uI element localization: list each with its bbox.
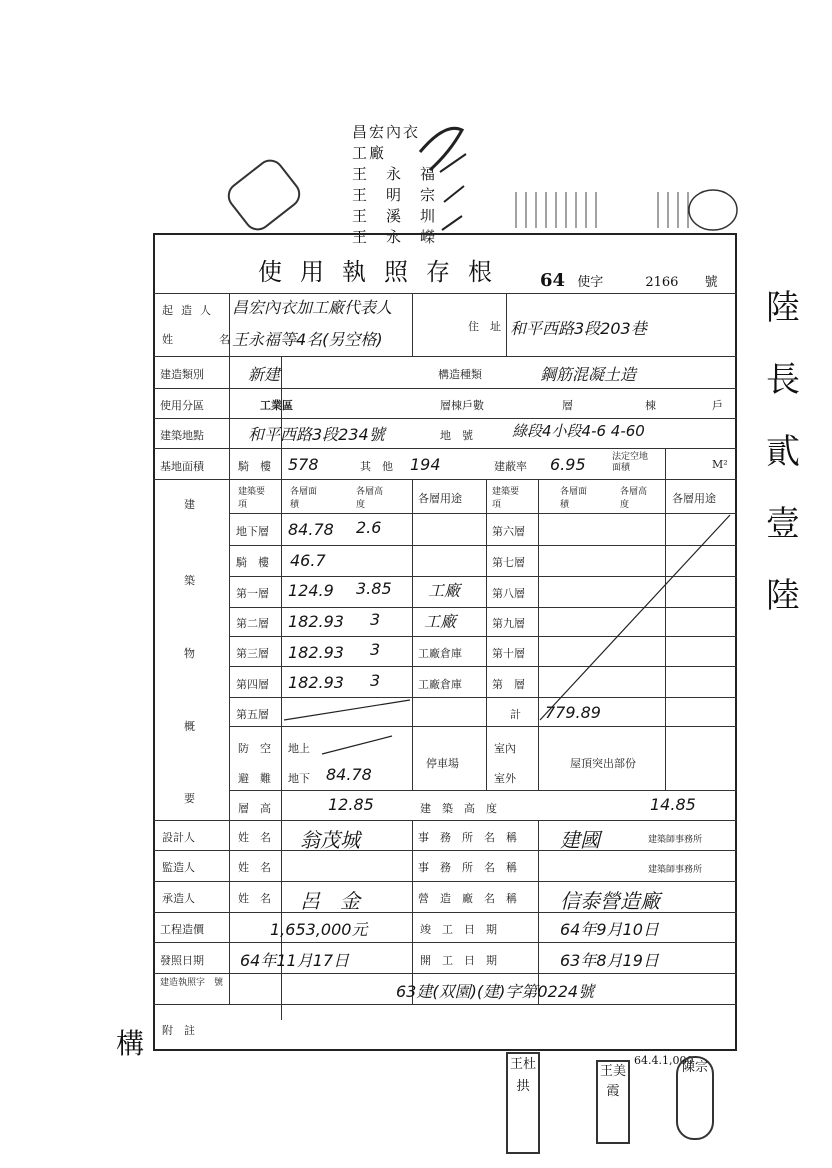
owner-name-3: 王 溪 圳	[352, 207, 438, 225]
label-indoor: 室內	[494, 742, 516, 755]
label-shelter: 避 難	[238, 772, 271, 785]
label-below: 地下	[288, 772, 310, 785]
label-roof: 屋頂突出部份	[570, 757, 636, 770]
value-contractor-firm: 信泰營造廠	[560, 889, 660, 913]
label-zone: 使用分區	[160, 399, 204, 412]
floor-3-use: 工廠倉庫	[418, 647, 462, 660]
seal-1: 王杜拱	[506, 1052, 540, 1154]
floor-8: 第八層	[492, 587, 525, 600]
col-height-left: 各層高度	[356, 487, 384, 510]
floor-1-use: 工廠	[428, 581, 461, 600]
floor-basement: 地下層	[236, 525, 269, 538]
basement-height: 2.6	[356, 518, 382, 537]
value-contractor: 呂 金	[300, 889, 360, 913]
col-area-left: 各層面積	[290, 487, 318, 510]
value-other: 194	[410, 455, 441, 474]
label-issue-date: 發照日期	[160, 954, 204, 967]
floor-arcade: 騎 樓	[236, 556, 269, 569]
label-start-date: 開 工 日 期	[420, 954, 497, 967]
value-applicant-name: 王永福等4名(另空格)	[232, 330, 383, 349]
signature-strokes	[400, 112, 480, 252]
floor-10: 第十層	[492, 647, 525, 660]
void-slash	[490, 510, 740, 730]
label-arcade: 騎 樓	[238, 460, 271, 473]
label-supervisor-office: 事 務 所 名 稱	[418, 861, 517, 874]
value-story-height: 12.85	[328, 795, 374, 814]
value-completion: 64年9月10日	[560, 920, 659, 939]
floor-4: 第四層	[236, 678, 269, 691]
label-other: 其 他	[360, 460, 393, 473]
label-designer-name: 姓 名	[238, 831, 271, 844]
total-value: 779.89	[545, 703, 601, 722]
floor-4-height: 3	[370, 671, 381, 690]
label-building-category: 建造類別	[160, 368, 204, 381]
floor-2: 第二層	[236, 617, 269, 630]
value-designer: 翁茂城	[300, 828, 360, 852]
section-char-1: 建	[184, 498, 195, 511]
total-label: 計	[510, 708, 521, 721]
label-supervisor: 監造人	[162, 861, 195, 874]
void-slash-left	[282, 696, 412, 772]
label-designer: 設計人	[162, 831, 195, 844]
label-above: 地上	[288, 742, 310, 755]
left-margin-mark: 構	[116, 1027, 145, 1060]
section-char-4: 概	[184, 720, 195, 733]
margin-char-4: 壹	[766, 504, 800, 544]
col-use-left: 各層用途	[418, 492, 462, 505]
label-build-permit: 建造執照字 號	[160, 978, 224, 988]
value-address: 和平西路3段203巷	[510, 319, 647, 338]
permit-number	[540, 270, 726, 291]
floor-4-use: 工廠倉庫	[418, 678, 462, 691]
margin-char-3: 貳	[766, 432, 800, 472]
value-build-permit: 63建(双園)(建)字第0224號	[396, 982, 595, 1001]
margin-char-1: 陸	[766, 288, 800, 328]
value-site: 和平西路3段234號	[248, 425, 385, 444]
label-structure-type: 構造種類	[438, 368, 482, 381]
basement-area: 84.78	[288, 520, 334, 539]
label-air-raid: 防 空	[238, 742, 271, 755]
value-site-area: 578	[288, 455, 319, 474]
floor-5: 第五層	[236, 708, 269, 721]
seal-2: 王美霞	[596, 1060, 630, 1144]
label-address: 住 址	[468, 320, 501, 333]
label-supervisor-name: 姓 名	[238, 861, 271, 874]
floor-9: 第九層	[492, 617, 525, 630]
label-contractor: 承造人	[162, 892, 195, 905]
permit-serial: 2166	[645, 275, 679, 290]
label-legal-open-space: 法定空地面積	[612, 452, 649, 473]
value-start-date: 63年8月19日	[560, 951, 659, 970]
value-applicant: 昌宏內衣加工廠代表人	[232, 298, 393, 317]
label-designer-office: 事 務 所 名 稱	[418, 831, 517, 844]
seal-3: 陳宗	[676, 1056, 714, 1140]
floor-1-area: 124.9	[288, 581, 334, 600]
owner-name-1: 王 永 福	[352, 165, 438, 183]
value-shelter-below: 84.78	[326, 765, 372, 784]
label-remarks: 附 註	[162, 1024, 195, 1037]
approval-stamp	[222, 154, 306, 236]
floor-4-area: 182.93	[288, 673, 344, 692]
label-cost: 工程造價	[160, 923, 204, 936]
label-contractor-name: 姓 名	[238, 892, 271, 905]
value-structure-type: 鋼筋混凝土造	[540, 365, 637, 384]
value-building-height: 14.85	[650, 795, 696, 814]
supervisor-office-suffix: 建築師事務所	[648, 865, 703, 875]
col-item-left: 建築要項	[238, 487, 266, 510]
floor-unit-word: 層	[562, 399, 573, 412]
margin-char-5: 陸	[766, 576, 800, 616]
label-applicant-name: 姓 名	[162, 333, 238, 346]
owner-name-4: 王 永 嶸	[352, 228, 438, 246]
value-designer-office: 建國	[560, 828, 600, 852]
label-lot: 地 號	[440, 429, 473, 442]
floor-1-height: 3.85	[356, 579, 392, 598]
col-height-right: 各層高度	[620, 487, 648, 510]
form-title: 使用執照存根	[258, 258, 510, 286]
value-lot: 綠段4小段4-6 4-60	[512, 422, 645, 440]
value-building-category: 新建	[248, 365, 281, 384]
value-zone: 工業區	[260, 399, 293, 412]
section-char-5: 要	[184, 792, 195, 805]
permit-year: 64	[540, 270, 566, 291]
floor-2-height: 3	[370, 610, 381, 629]
factory-name: 昌宏內衣	[352, 123, 421, 141]
designer-office-suffix: 建築師事務所	[648, 835, 703, 845]
factory-label: 工廠	[352, 144, 387, 162]
permit-suffix: 號	[704, 275, 718, 290]
col-use-right: 各層用途	[672, 492, 716, 505]
label-site-area: 基地面積	[160, 460, 204, 473]
building-unit-word: 棟	[645, 399, 656, 412]
label-story-height: 層 高	[238, 802, 271, 815]
label-coverage: 建蔽率	[494, 460, 527, 473]
floor-2-use: 工廠	[424, 612, 457, 631]
col-area-right: 各層面積	[560, 487, 588, 510]
value-cost: 1,653,000元	[270, 920, 368, 939]
section-char-3: 物	[184, 647, 195, 660]
section-char-2: 築	[184, 574, 195, 587]
floor-6: 第六層	[492, 525, 525, 538]
arcade-area: 46.7	[290, 551, 326, 570]
bottom-seals	[480, 1052, 750, 1152]
label-parking: 停車場	[426, 757, 459, 770]
floor-3-height: 3	[370, 640, 381, 659]
label-contractor-firm: 營 造 廠 名 稱	[418, 892, 517, 905]
floor-n: 第 層	[492, 678, 525, 691]
label-site: 建築地點	[160, 429, 204, 442]
floor-1: 第一層	[236, 587, 269, 600]
owner-name-2: 王 明 宗	[352, 186, 438, 204]
unit-m2-legal: M²	[712, 458, 728, 471]
floor-7: 第七層	[492, 556, 525, 569]
value-issue-date: 64年11月17日	[240, 951, 350, 970]
label-floors-units: 層棟戶數	[440, 399, 484, 412]
col-item-right: 建築要項	[492, 487, 520, 510]
household-unit-word: 戶	[712, 399, 723, 412]
value-coverage: 6.95	[550, 455, 586, 474]
label-building-height: 建 築 高 度	[420, 802, 497, 815]
side-note-stamp	[508, 188, 743, 232]
floor-3: 第三層	[236, 647, 269, 660]
label-outdoor: 室外	[494, 772, 516, 785]
floor-3-area: 182.93	[288, 643, 344, 662]
right-margin-notes	[752, 272, 814, 632]
label-applicant-role: 起造人	[162, 304, 219, 317]
print-code: 64.4.1,000	[634, 1054, 694, 1067]
permit-type: 使字	[577, 275, 604, 290]
label-completion: 竣 工 日 期	[420, 923, 497, 936]
margin-char-2: 長	[766, 360, 800, 400]
floor-2-area: 182.93	[288, 612, 344, 631]
